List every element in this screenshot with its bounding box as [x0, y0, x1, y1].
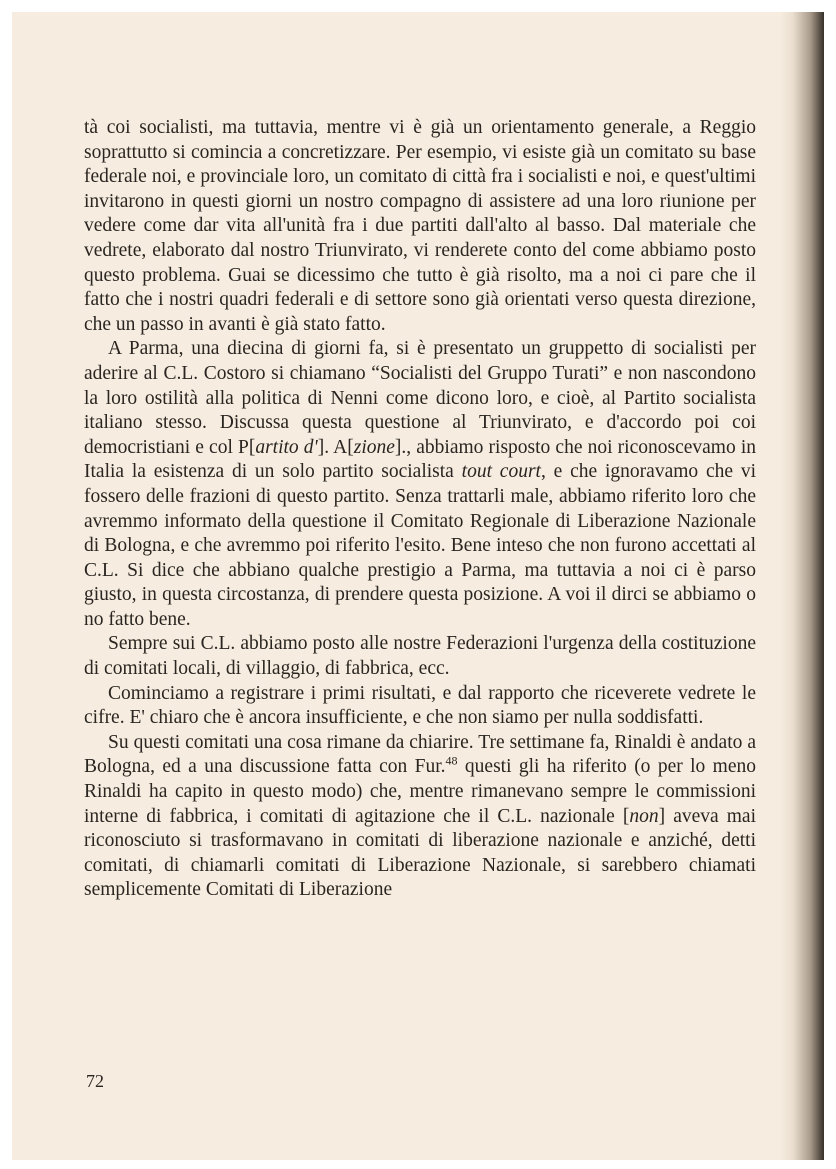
- text-run: questi gli ha riferito (o per lo meno Rinaldi ha capito in questo modo) che, mentre rimanevano sempre le commissioni interne di fabbrica, i comitati di agitazione che il C.L. nazionale [: [84, 756, 756, 827]
- italic-text: tout court: [461, 461, 541, 483]
- paragraph-4: [84, 682, 756, 731]
- paragraph-2: [84, 337, 756, 632]
- text-run: ]. A[: [317, 436, 354, 458]
- text-run: Sempre sui C.L. abbiamo posto alle nostre Federazioni l'urgenza della costituzione di comitati locali, di villaggio, di fabbrica, ecc.: [84, 633, 756, 680]
- italic-text: zione: [353, 436, 395, 458]
- paragraph-1: [84, 116, 756, 337]
- paragraph-5: [84, 731, 756, 903]
- text-run: , e che ignoravamo che vi fossero delle frazioni di questo partito. Senza trattarli male, abbiamo riferito loro che avremmo informato della questione il Comitato Regionale di Liberazione Nazionale di Bologna, e che avremmo poi riferito l'esito. Bene inteso che non furono accettati al C.L. Si dice che abbiano qualche prestigio a Parma, ma tuttavia a noi ci è parso giusto, in questa circostanza, di prendere questa posizione. A voi il dirci se abbiamo o no fatto bene.: [84, 461, 756, 630]
- book-page: [12, 12, 824, 1160]
- footnote-ref: 48: [445, 753, 458, 768]
- book-gutter-shadow: [780, 12, 824, 1160]
- paragraph-3: [84, 632, 756, 681]
- text-run: ] aveva mai riconosciuto si trasformavano in comitati di liberazione nazionale e anziché, detti comitati, di chiamarli comitati di Liberazione Nazionale, si sarebbero chiamati semplicemente Comitati di Liberazione: [84, 805, 756, 901]
- text-run: Su questi comitati una cosa rimane da chiarire. Tre settimane fa, Rinaldi è andato a Bologna, ed a una discussione fatta con Fur.: [84, 731, 756, 778]
- italic-text: artito d': [255, 436, 318, 458]
- text-run: tà coi socialisti, ma tuttavia, mentre vi è già un orientamento generale, a Reggio soprattutto si comincia a concretizzare. Per esempio, vi esiste già un comitato su base federale noi, e provinciale loro, un comitato di città fra i socialisti e noi, e quest'ultimi invitarono in questi giorni un nostro compagno di assistere ad una loro riunione per vedere come dar vita all'unità fra i due partiti dall'alto al basso. Dal materiale che vedrete, elaborato dal nostro Triunvirato, vi renderete conto del come abbiamo posto questo problema. Guai se dicessimo che tutto è già risolto, ma a noi ci pare che il fatto che i nostri quadri federali e di settore sono già orientati verso questa direzione, che un passo in avanti è già stato fatto.: [84, 117, 756, 335]
- text-run: Cominciamo a registrare i primi risultati, e dal rapporto che riceverete vedrete le cifre. E' chiaro che è ancora insufficiente, e che non siamo per nulla soddisfatti.: [84, 682, 756, 729]
- italic-text: non: [629, 805, 659, 827]
- page-number: 72: [86, 1071, 104, 1091]
- text-run: A Parma, una diecina di giorni fa, si è presentato un gruppetto di socialisti per aderire al C.L. Costoro si chiamano “Socialisti del Gruppo Turati” e non nascondono la loro ostilità alla politica di Nenni come dicono loro, e cioè, al Partito socialista italiano stesso. Discussa questa questione al Triunvirato, e d'accordo poi coi democristiani e col P[: [84, 338, 756, 458]
- body-text: [84, 116, 756, 903]
- text-run: ]., abbiamo risposto che noi riconoscevamo in Italia la esistenza di un solo partito socialista: [84, 436, 756, 483]
